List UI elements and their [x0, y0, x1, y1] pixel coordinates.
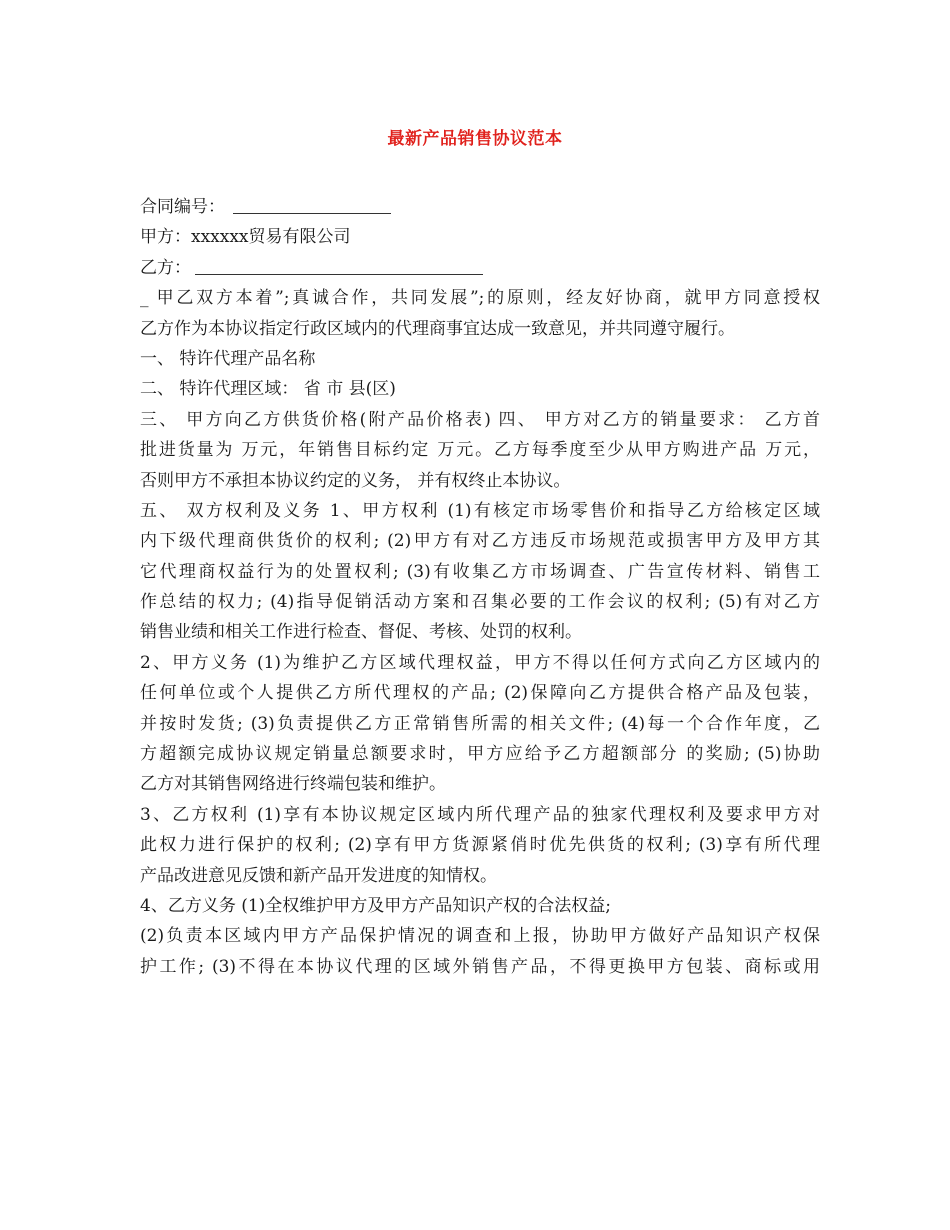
paragraph-line: 此权力进行保护的权利; (2)享有甲方货源紧俏时优先供货的权利; (3)享有所代理: [140, 835, 820, 856]
party-b-blank[interactable]: [195, 256, 483, 275]
party-a-line: 甲方：xxxxxx贸易有限公司: [140, 227, 351, 248]
section-heading: 二、 特许代理区域： 省 市 县(区): [140, 379, 396, 400]
paragraph-line: 护工作; (3)不得在本协议代理的区域外销售产品，不得更换甲方包装、商标或用: [140, 956, 820, 977]
paragraph-line: 3、乙方权利 (1)享有本协议规定区域内所代理产品的独家代理权利及要求甲方对: [140, 804, 820, 825]
document-title: 最新产品销售协议范本: [387, 129, 563, 149]
paragraph-line: (2)负责本区域内甲方产品保护情况的调查和上报，协助甲方做好产品知识产权保: [140, 926, 820, 947]
paragraph-line: 它代理商权益行为的处置权利; (3)有收集乙方市场调查、广告宣传材料、销售工: [140, 561, 820, 582]
paragraph-line: 五、 双方权利及义务 1、甲方权利 (1)有核定市场零售价和指导乙方给核定区域: [140, 500, 820, 521]
party-b-label: 乙方：: [140, 257, 191, 278]
paragraph-line: 作总结的权力; (4)指导促销活动方案和召集必要的工作会议的权利; (5)有对乙方: [140, 592, 820, 613]
paragraph-line: 三、 甲方向乙方供货价格(附产品价格表) 四、 甲方对乙方的销量要求： 乙方首: [140, 409, 820, 430]
paragraph-line: 4、乙方义务 (1)全权维护甲方及甲方产品知识产权的合法权益;: [140, 895, 612, 916]
paragraph-line: 否则甲方不承担本协议约定的义务， 并有权终止本协议。: [140, 470, 571, 491]
paragraph-line: 任何单位或个人提供乙方所代理权的产品; (2)保障向乙方提供合格产品及包装，: [140, 683, 820, 704]
contract-number-label: 合同编号：: [140, 197, 225, 217]
document-body: [140, 192, 820, 982]
paragraph-line: 销售业绩和相关工作进行检查、督促、考核、处罚的权利。: [140, 622, 582, 643]
party-b-line: [140, 253, 820, 283]
contract-number-line: [140, 192, 820, 222]
paragraph-line: 方超额完成协议规定销量总额要求时，甲方应给予乙方超额部分 的奖励; (5)协助: [140, 744, 820, 765]
paragraph-line: 乙方对其销售网络进行终端包装和维护。: [140, 774, 446, 795]
paragraph-line: 产品改进意见反馈和新产品开发进度的知情权。: [140, 865, 497, 886]
paragraph-line: 并按时发货; (3)负责提供乙方正常销售所需的相关文件; (4)每一个合作年度，乙: [140, 713, 820, 734]
paragraph-line: _ 甲乙双方本着”;真诚合作，共同发展”;的原则，经友好协商，就甲方同意授权: [140, 288, 820, 309]
section-heading: 一、 特许代理产品名称: [140, 348, 316, 369]
paragraph-line: 2、甲方义务 (1)为维护乙方区域代理权益，甲方不得以任何方式向乙方区域内的: [140, 652, 820, 673]
contract-number-blank[interactable]: [233, 195, 391, 214]
paragraph-line: 乙方作为本协议指定行政区域内的代理商事宜达成一致意见，并共同遵守履行。: [140, 318, 735, 339]
paragraph-line: 批进货量为 万元，年销售目标约定 万元。乙方每季度至少从甲方购进产品 万元，: [140, 440, 820, 461]
paragraph-line: 内下级代理商供货价的权利; (2)甲方有对乙方违反市场规范或损害甲方及甲方其: [140, 531, 820, 552]
